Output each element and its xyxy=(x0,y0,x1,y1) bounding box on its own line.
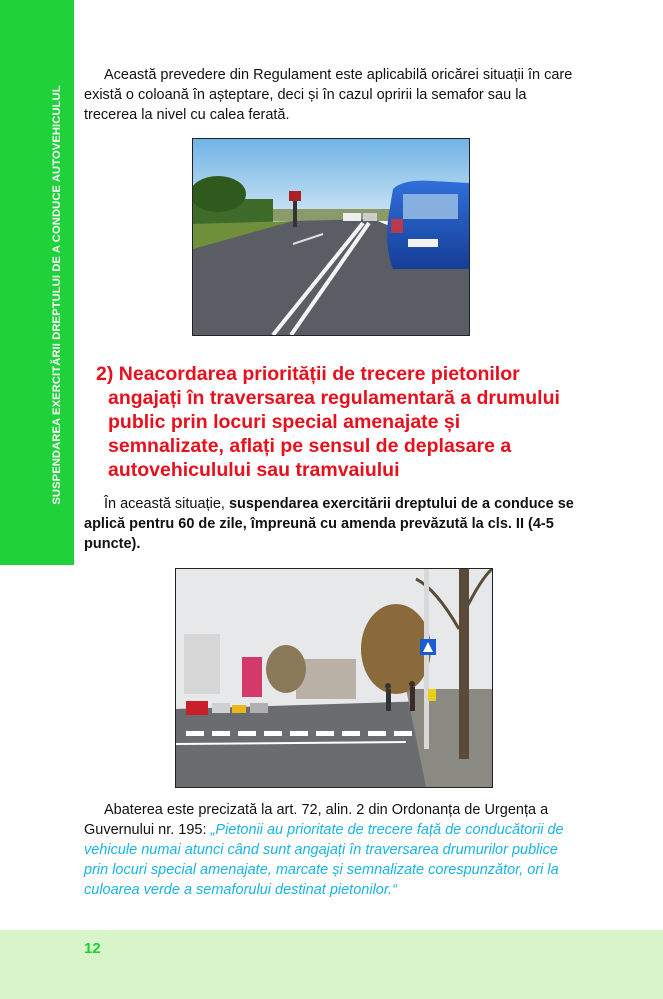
paragraph-intro xyxy=(84,65,580,125)
photo-queue-traffic-image xyxy=(193,139,469,335)
heading-line-4: semnalizate, aflați pe sensul de deplasare a xyxy=(108,435,512,457)
page-number: 12 xyxy=(84,940,101,957)
sidebar-band xyxy=(0,0,74,565)
sidebar-title: SUSPENDAREA EXERCITĂRII DREPTULUI DE A CONDUCE AUTOVEHICULUL xyxy=(51,85,63,505)
photo-queue-traffic xyxy=(192,138,470,336)
heading-number: 2) xyxy=(96,363,114,385)
paragraph-legal-intro: Abaterea este precizată la art. 72, alin. 2 din Ordonanța de Urgența a Guvernului nr. 195: xyxy=(84,802,549,838)
paragraph-intro-text: Această prevedere din Regulament este aplicabilă oricărei situații în care există o coloană în așteptare, deci și în cazul opririi la semafor sau la trecerea la nivel cu calea ferată. xyxy=(84,67,573,123)
heading-line-5: autovehiculului sau tramvaiului xyxy=(108,459,400,481)
paragraph-penalty xyxy=(84,494,582,554)
heading-line-1-text: Neacordarea priorității de trecere pietonilor xyxy=(118,363,520,385)
photo-pedestrian-crossing xyxy=(175,568,493,788)
photo-pedestrian-crossing-image xyxy=(176,569,492,787)
section-heading xyxy=(96,362,578,482)
paragraph-legal-reference xyxy=(84,800,580,900)
paragraph-legal-quote: „Pietonii au prioritate de trecere față de conducătorii de vehicule numai atunci când sunt angajați în traversarea drumurilor publice prin locuri special amenajate, marcate și semnalizate corespunzător, ori la culoarea verde a semaforului destinat pietonilor.“ xyxy=(84,822,564,898)
heading-line-3: public prin locuri special amenajate și xyxy=(108,411,461,433)
paragraph-penalty-bold: suspendarea exercitării dreptului de a conduce se aplică pentru 60 de zile, împreună cu amenda prevăzută la cls. II (4-5 puncte). xyxy=(84,496,574,552)
heading-line-2: angajați în traversarea regulamentară a drumului xyxy=(108,387,560,409)
heading-line-1 xyxy=(96,362,578,386)
paragraph-penalty-intro: În această situație, xyxy=(104,496,229,512)
